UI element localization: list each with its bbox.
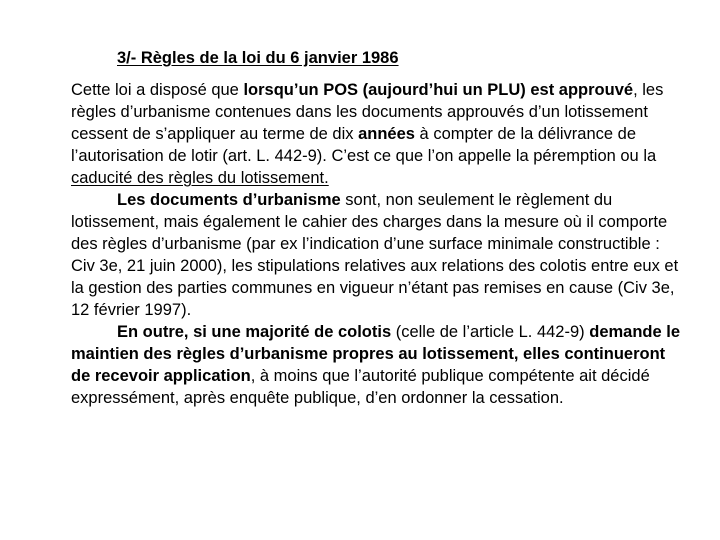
body-text <box>71 79 683 409</box>
paragraph-3 <box>71 321 683 409</box>
para1-text-1: Cette loi a disposé que <box>71 81 244 99</box>
para2-bold-1: Les documents d’urbanisme <box>117 191 341 209</box>
para3-bold-1: En outre, si une majorité de colotis <box>117 323 392 341</box>
para1-bold-1: lorsqu’un POS (aujourd’hui un PLU) est approuvé <box>243 81 634 99</box>
para1-text-2: , les règles d’urbanisme contenues dans les documents approuvés d’un lotissement cessent de s’appliquer au terme de dix <box>71 81 664 143</box>
paragraph-2 <box>71 189 683 321</box>
para1-text-3: à compter de la délivrance de l’autorisation de lotir (art. L. 442-9). C’est ce que l’on appelle la péremption ou la <box>71 125 657 165</box>
para1-underlined: caducité des règles du lotissement. <box>71 169 329 187</box>
para2-text-1: sont, non seulement le règlement du lotissement, mais également le cahier des charges dans la mesure où il comporte des règles d’urbanisme (par ex l’indication d’une surface minimale constructible : Civ 3e, 21 juin 2000), les stipulations relatives aux relations des colotis entre eux et la gestion des parties communes en vigueur n’étant pas remises en cause (Civ 3e, 12 février 1997). <box>71 191 679 319</box>
para3-text-1: (celle de l’article L. 442-9) <box>391 323 590 341</box>
section-heading: 3/- Règles de la loi du 6 janvier 1986 <box>117 49 399 67</box>
para3-text-2: , à moins que l’autorité publique compétente ait décidé expressément, après enquête publique, d’en ordonner la cessation. <box>71 367 650 407</box>
para1-bold-2: années <box>358 125 415 143</box>
paragraph-1 <box>71 79 683 189</box>
para3-bold-2: demande le maintien des règles d’urbanisme propres au lotissement, elles continueront de recevoir application <box>71 323 681 385</box>
